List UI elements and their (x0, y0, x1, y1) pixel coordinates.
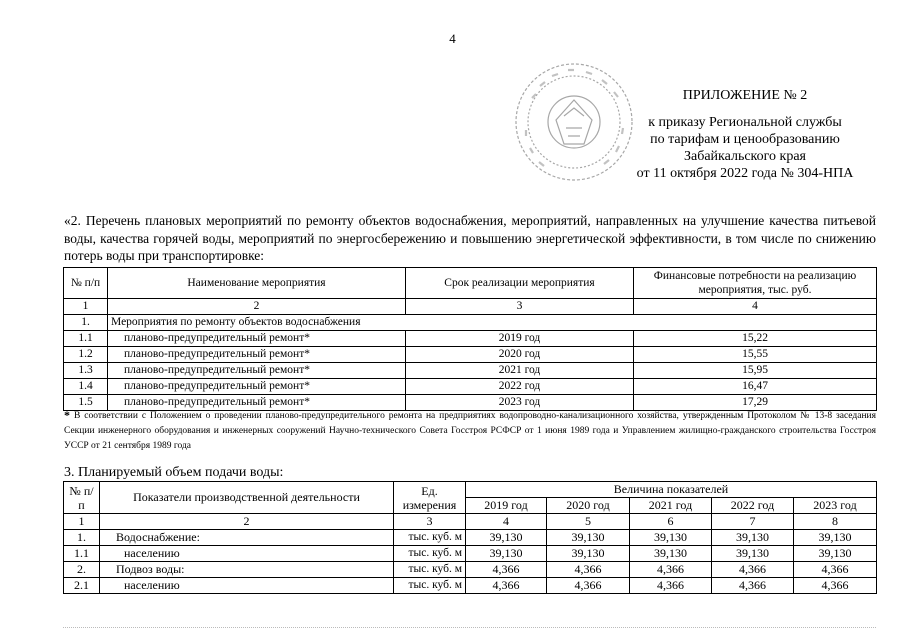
column-numbers-row (64, 514, 877, 530)
row-number: 1.5 (64, 395, 108, 411)
header-indicator: Показатели производственной деятельности (100, 482, 394, 514)
table-row (64, 379, 877, 395)
indicator-value: 4,366 (547, 562, 630, 578)
activity-name: планово-предупредительный ремонт* (108, 379, 406, 395)
header-deadline: Срок реализации мероприятия (406, 268, 634, 299)
table-row (64, 363, 877, 379)
unit: тыс. куб. м (394, 546, 466, 562)
water-supply-volume-table (63, 481, 877, 594)
header-unit: Ед. измерения (394, 482, 466, 514)
indicator-value: 39,130 (630, 546, 712, 562)
activity-year: 2019 год (406, 331, 634, 347)
row-number: 2.1 (64, 578, 100, 594)
header-activity-name: Наименование мероприятия (108, 268, 406, 299)
activity-amount: 16,47 (634, 379, 877, 395)
appendix-line-4: от 11 октября 2022 года № 304-НПА (636, 166, 854, 181)
row-number: 1.1 (64, 546, 100, 562)
activity-amount: 15,22 (634, 331, 877, 347)
water-volume-rows (64, 530, 877, 594)
table-header-row (64, 268, 877, 299)
activity-name: планово-предупредительный ремонт* (108, 395, 406, 411)
table-row (64, 347, 877, 363)
header-values-group: Величина показателей (466, 482, 877, 498)
indicator-value: 39,130 (712, 530, 794, 546)
column-number: 3 (406, 299, 634, 315)
header-year: 2023 год (794, 498, 877, 514)
group-row (64, 315, 877, 331)
appendix-line-3: Забайкальского края (683, 149, 806, 164)
indicator-value: 39,130 (466, 546, 547, 562)
section-2-heading: «2. Перечень плановых мероприятий по ремонту объектов водоснабжения, мероприятий, направленных на улучшение качества питьевой воды, качества горячей воды, мероприятий по энергосбережению и повышению энергетической эффективности, в том числе по снижению потерь воды при транспортировке: (64, 213, 876, 263)
column-number: 2 (100, 514, 394, 530)
unit: тыс. куб. м (394, 578, 466, 594)
column-numbers-row (64, 299, 877, 315)
table-row (64, 562, 877, 578)
indicator-value: 4,366 (712, 578, 794, 594)
table-row (64, 530, 877, 546)
row-number: 1.2 (64, 347, 108, 363)
activity-amount: 15,55 (634, 347, 877, 363)
header-num: № п/п (64, 482, 100, 514)
appendix-line-1: к приказу Региональной службы (648, 115, 842, 130)
activity-year: 2020 год (406, 347, 634, 363)
row-number: 1. (64, 315, 108, 331)
column-number: 1 (64, 514, 100, 530)
indicator-value: 39,130 (547, 546, 630, 562)
activity-name: планово-предупредительный ремонт* (108, 331, 406, 347)
footnote (64, 408, 876, 454)
indicator-value: 39,130 (794, 530, 877, 546)
column-number: 5 (547, 514, 630, 530)
indicator-name: населению (100, 578, 394, 594)
repair-rows (64, 331, 877, 411)
indicator-value: 4,366 (712, 562, 794, 578)
activity-year: 2022 год (406, 379, 634, 395)
appendix-line-2: по тарифам и ценообразованию (650, 132, 840, 147)
indicator-value: 39,130 (630, 530, 712, 546)
table-row (64, 331, 877, 347)
unit: тыс. куб. м (394, 530, 466, 546)
indicator-value: 39,130 (712, 546, 794, 562)
indicator-name: населению (100, 546, 394, 562)
header-year: 2022 год (712, 498, 794, 514)
group-name: Мероприятия по ремонту объектов водоснабжения (108, 315, 877, 331)
indicator-value: 39,130 (466, 530, 547, 546)
indicator-value: 39,130 (547, 530, 630, 546)
column-number: 8 (794, 514, 877, 530)
indicator-value: 4,366 (466, 562, 547, 578)
row-number: 2. (64, 562, 100, 578)
footnote-star: * (64, 408, 70, 422)
column-number: 3 (394, 514, 466, 530)
activity-name: планово-предупредительный ремонт* (108, 347, 406, 363)
section-3-heading: 3. Планируемый объем подачи воды: (64, 465, 284, 480)
column-number: 6 (630, 514, 712, 530)
indicator-name: Подвоз воды: (100, 562, 394, 578)
page-bottom-divider (63, 627, 876, 628)
indicator-value: 4,366 (794, 562, 877, 578)
column-number: 7 (712, 514, 794, 530)
activity-year: 2021 год (406, 363, 634, 379)
indicator-value: 4,366 (547, 578, 630, 594)
table-row (64, 578, 877, 594)
indicator-value: 4,366 (630, 562, 712, 578)
column-number: 2 (108, 299, 406, 315)
page-number: 4 (449, 31, 456, 46)
repair-activities-table (63, 267, 877, 411)
activity-year: 2023 год (406, 395, 634, 411)
activity-amount: 15,95 (634, 363, 877, 379)
header-year: 2020 год (547, 498, 630, 514)
table-header-row (64, 482, 877, 498)
indicator-name: Водоснабжение: (100, 530, 394, 546)
indicator-value: 4,366 (466, 578, 547, 594)
indicator-value: 39,130 (794, 546, 877, 562)
row-number: 1.1 (64, 331, 108, 347)
activity-amount: 17,29 (634, 395, 877, 411)
column-number: 4 (634, 299, 877, 315)
column-number: 4 (466, 514, 547, 530)
indicator-value: 4,366 (630, 578, 712, 594)
header-num: № п/п (64, 268, 108, 299)
appendix-title: ПРИЛОЖЕНИЕ № 2 (682, 88, 808, 103)
header-year: 2019 год (466, 498, 547, 514)
row-number: 1. (64, 530, 100, 546)
unit: тыс. куб. м (394, 562, 466, 578)
header-financial-needs: Финансовые потребности на реализацию мероприятия, тыс. руб. (634, 268, 877, 299)
footnote-text: В соответствии с Положением о проведении планово-предупредительного ремонта на предприятиях водопроводно-канализационного хозяйства, утвержденным Протоколом № 13-8 заседания Секции инженерного оборудования и инженерных сооружений Научно-технического Совета Госстроя РСФСР от 1 июня 1989 года и Управлением жилищно-гражданского строительства Госстроя УССР от 21 сентября 1989 года (64, 411, 876, 451)
row-number: 1.3 (64, 363, 108, 379)
column-number: 1 (64, 299, 108, 315)
indicator-value: 4,366 (794, 578, 877, 594)
row-number: 1.4 (64, 379, 108, 395)
header-year: 2021 год (630, 498, 712, 514)
activity-name: планово-предупредительный ремонт* (108, 363, 406, 379)
table-row (64, 546, 877, 562)
